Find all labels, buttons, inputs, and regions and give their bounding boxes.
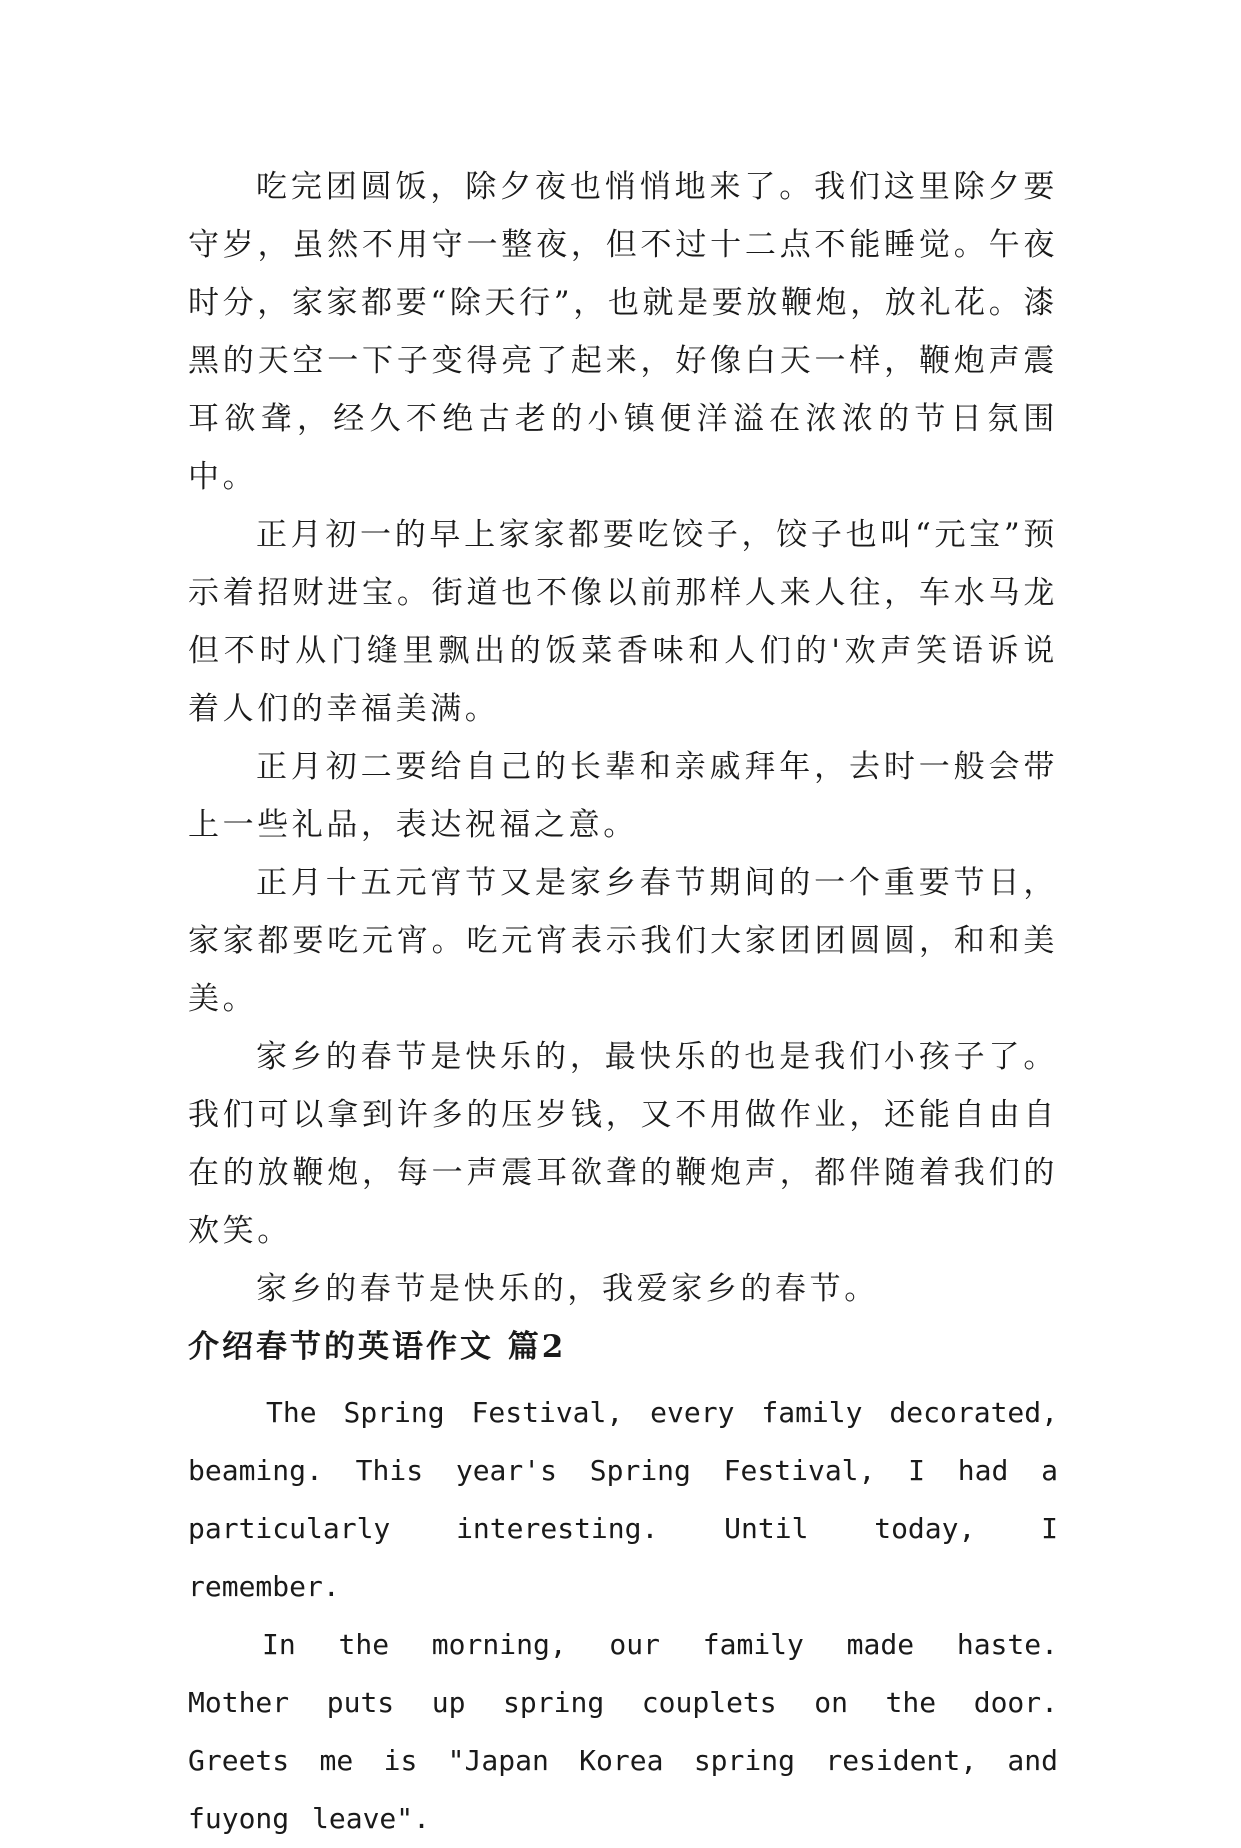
paragraph-first-day: 正月初一的早上家家都要吃饺子，饺子也叫“元宝”预示着招财进宝。街道也不像以前那样人来人往，车水马龙但不时从门缝里飘出的饭菜香味和人们的'欢声笑语诉说着人们的幸福美满。 xyxy=(188,517,1058,727)
paragraph-en-morning: In the morning, our family made haste. Mother puts up spring couplets on the door. Greets me is "Japan Korea spring resident, and fuyong leave". xyxy=(188,1628,1058,1835)
paragraph-new-years-eve: 吃完团圆饭，除夕夜也悄悄地来了。我们这里除夕要守岁，虽然不用守一整夜，但不过十二点不能睡觉。午夜时分，家家都要“除天行”，也就是要放鞭炮，放礼花。漆黑的天空一下子变得亮了起来，好像白天一样，鞭炮声震耳欲聋，经久不绝古老的小镇便洋溢在浓浓的节日氛围中。 xyxy=(188,169,1058,495)
paragraph-children-joy: 家乡的春节是快乐的，最快乐的也是我们小孩子了。我们可以拿到许多的压岁钱，又不用做作业，还能自由自在的放鞭炮，每一声震耳欲聋的鞭炮声，都伴随着我们的欢笑。 xyxy=(188,1039,1058,1249)
document-body xyxy=(188,158,1058,1848)
section-heading: 介绍春节的英语作文 篇2 xyxy=(188,1329,567,1365)
paragraph-en-intro: The Spring Festival, every family decorated, beaming. This year's Spring Festival, I had a particularly interesting. Until today, I remember. xyxy=(188,1396,1058,1603)
paragraph-second-day: 正月初二要给自己的长辈和亲戚拜年，去时一般会带上一些礼品，表达祝福之意。 xyxy=(188,749,1058,843)
paragraph-lantern-festival: 正月十五元宵节又是家乡春节期间的一个重要节日，家家都要吃元宵。吃元宵表示我们大家团团圆圆，和和美美。 xyxy=(188,865,1058,1017)
paragraph-conclusion: 家乡的春节是快乐的，我爱家乡的春节。 xyxy=(256,1271,879,1307)
